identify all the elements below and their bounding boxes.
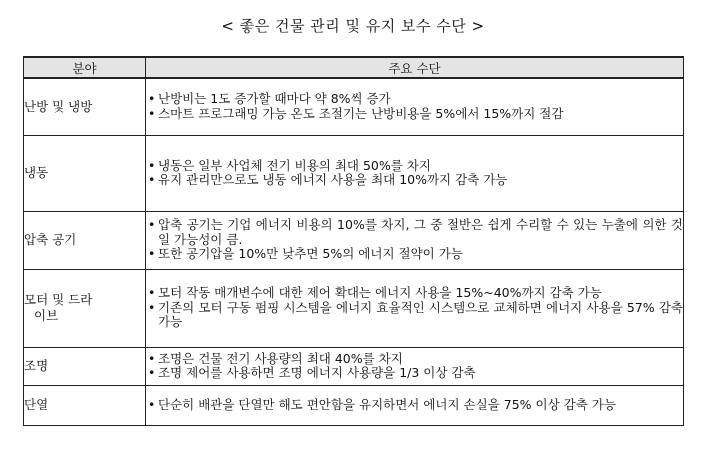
row-items <box>146 269 684 347</box>
row-field-compressed-air: 압축 공기 <box>24 211 146 269</box>
item-text: 또한 공기압을 10%만 낮추면 5%의 에너지 절약이 가능 <box>158 246 463 262</box>
list-item <box>146 247 683 262</box>
table-row <box>24 78 684 135</box>
item-text: 기존의 모터 구동 펌핑 시스템을 에너지 효율적인 시스템으로 교체하면 에너지 사용을 57% 감축 가능 <box>158 299 683 330</box>
row-items <box>146 385 684 425</box>
item-text: 난방비는 1도 증가할 때마다 약 8%씩 증가 <box>158 91 391 107</box>
list-item <box>146 286 683 301</box>
table-header-row <box>24 57 684 78</box>
row-items <box>146 135 684 211</box>
row-items <box>146 347 684 385</box>
bullet-icon: • <box>148 350 156 366</box>
list-item <box>146 92 683 107</box>
bullet-icon: • <box>148 299 156 315</box>
item-text: 유지 관리만으로도 냉동 에너지 사용을 최대 10%까지 감축 가능 <box>158 172 508 187</box>
table-row <box>24 135 684 211</box>
bullet-icon: • <box>148 105 156 121</box>
list-item <box>146 173 683 188</box>
table-row <box>24 347 684 385</box>
list-item <box>146 107 683 122</box>
list-item <box>146 301 683 330</box>
table-row <box>24 211 684 269</box>
bullet-icon: • <box>148 285 156 301</box>
item-text: 조명 제어를 사용하면 조명 에너지 사용량을 1/3 이상 감축 <box>158 365 476 380</box>
row-field-insulation: 단열 <box>24 385 146 425</box>
bullet-icon: • <box>148 217 156 233</box>
item-text: 단순히 배관을 단열만 해도 편안함을 유지하면서 에너지 손실을 75% 이상 감축 가능 <box>158 396 616 412</box>
header-measures: 주요 수단 <box>146 57 684 78</box>
row-field-lighting: 조명 <box>24 347 146 385</box>
bullet-icon: • <box>148 91 156 107</box>
item-text: 냉동은 일부 사업체 전기 비용의 최대 50%를 차지 <box>158 157 431 173</box>
row-items <box>146 211 684 269</box>
bullet-icon: • <box>148 396 156 412</box>
bullet-icon: • <box>148 172 156 187</box>
item-text: 모터 작동 매개변수에 대한 제어 확대는 에너지 사용을 15%~40%까지 감축 가능 <box>158 285 602 301</box>
bullet-icon: • <box>148 246 156 262</box>
list-item <box>146 398 683 413</box>
field-label-line-2: 이브 <box>34 308 59 323</box>
item-text: 스마트 프로그래밍 가능 온도 조절기는 난방비용을 5%에서 15%까지 절감 <box>158 105 564 121</box>
list-item <box>146 366 683 381</box>
measures-table <box>23 56 684 426</box>
item-text: 조명은 건물 전기 사용량의 최대 40%를 차지 <box>158 350 403 366</box>
row-field-refrigeration: 냉동 <box>24 135 146 211</box>
row-items <box>146 78 684 135</box>
row-field-motors-drives <box>24 269 146 347</box>
field-label-line-1: 모터 및 드라 <box>24 292 93 307</box>
table-row <box>24 269 684 347</box>
list-item <box>146 159 683 174</box>
table-row <box>24 385 684 425</box>
list-item <box>146 218 683 247</box>
bullet-icon: • <box>148 365 156 380</box>
header-field: 분야 <box>24 57 146 78</box>
list-item <box>146 352 683 367</box>
item-text: 압축 공기는 기업 에너지 비용의 10%를 차지, 그 중 절반은 쉽게 수리할 수 있는 누출에 의한 것일 가능성이 큼. <box>158 217 683 247</box>
document-title: < 좋은 건물 관리 및 유지 보수 수단 > <box>221 17 485 35</box>
bullet-icon: • <box>148 157 156 173</box>
row-field-heating-cooling: 난방 및 냉방 <box>24 78 146 135</box>
